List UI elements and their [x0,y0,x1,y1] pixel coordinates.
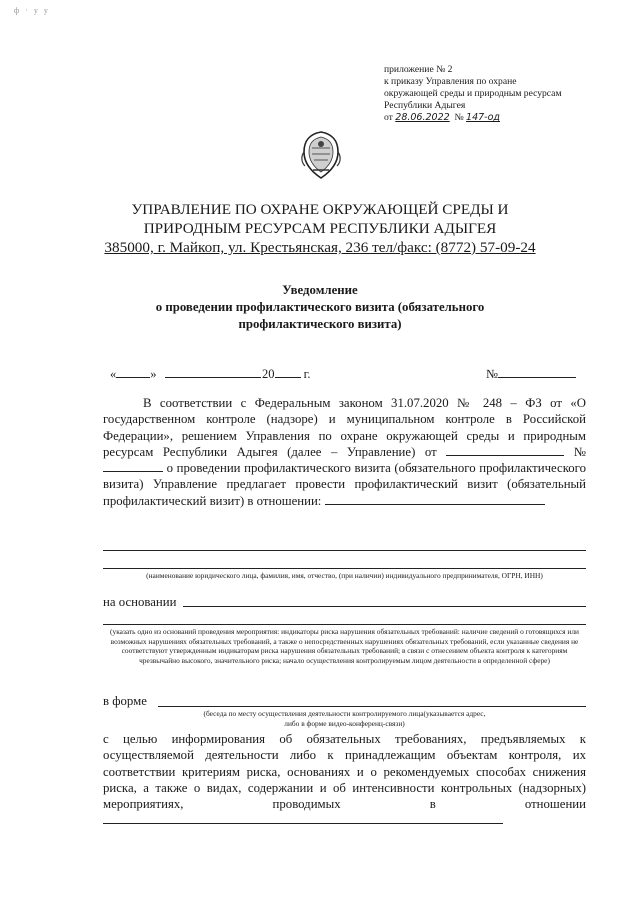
open-quote: « [110,367,117,381]
annex-line: окружающей среды и природным ресурсам [384,88,562,99]
annex-line: к приказу Управления по охране [384,76,517,87]
basis-label: на основании [103,595,177,609]
title-line: о проведении профилактического визита (обязательного [155,300,485,314]
basis-input-line[interactable] [183,606,586,607]
annex-line: приложение № 2 [384,64,453,75]
corner-mark: ф · у у [14,6,50,15]
coat-of-arms-emblem [300,130,342,180]
number-blank[interactable] [498,365,576,378]
form-caption-line: либо в форме видео-конференц-связи) [284,718,405,728]
paragraph-text: В соответствии с Федеральным законом 31.07.2020 № 248 – ФЗ от «О государственном контроле (надзоре) и муниципальном контроле в Российской Федерации», решением Управления по охране окружающей среды и природным ресурсам Республики Адыгея (далее – Управление) от [103,396,586,459]
paragraph-purpose [103,731,586,829]
form-input-line[interactable] [158,706,586,707]
number-sign: № [486,367,498,381]
paragraph-legal-basis [103,395,586,509]
annex-number-value: 147-од [466,112,500,123]
annex-date-value: 28.06.2022 [395,112,450,123]
date-month-field[interactable] [165,365,261,382]
form-caption-line: (беседа по месту осуществления деятельности контролируемого лица(указывается адрес, [203,709,486,718]
basis-caption: (указать одно из оснований проведения мероприятия: индикаторы риска нарушения обязательных требований: наличие сведений о готовящихся или возможных нарушениях обязательных требований, а также о непосредственных нарушениях обязательных требований, если указанные сведения не соответствуют утвержденным индикаторам риска нарушения обязательных требований; в связи с отнесением объекта контроля к категориям чрезвычайно высокого, значительного риска; начало осуществления контролируемым лицом деятельности в определенной сфере) [110,627,579,665]
form-label: в форме [103,694,147,708]
decision-number-sign: № [573,444,587,459]
agency-name-line: ПРИРОДНЫМ РЕСУРСАМ РЕСПУБЛИКИ АДЫГЕЯ [143,220,497,237]
year-prefix: 20 [262,367,275,381]
agency-address: 385000, г. Майкоп, ул. Крестьянская, 236 тел/факс: (8772) 57-09-24 [104,239,536,256]
form-caption [103,709,586,728]
day-blank[interactable] [116,365,150,378]
basis-row [103,594,586,610]
document-title [0,282,640,333]
annex-number-label: № [454,112,464,123]
entity-name-line[interactable] [103,568,586,569]
month-blank[interactable] [165,365,261,378]
entity-name-line[interactable] [103,550,586,551]
notice-number-field[interactable] [486,365,576,382]
title-line: Уведомление [282,283,358,297]
annex-line: Республики Адыгея [384,100,466,111]
decision-date-blank[interactable] [446,444,564,456]
year-suffix: г. [303,367,311,381]
year-blank[interactable] [275,365,301,378]
date-year-field[interactable] [262,365,310,382]
decision-number-blank[interactable] [103,460,163,472]
agency-header [0,200,640,257]
annex-block [384,64,614,124]
date-day-field[interactable] [110,365,157,382]
agency-name-line: УПРАВЛЕНИЕ ПО ОХРАНЕ ОКРУЖАЮЩЕЙ СРЕДЫ И [131,201,509,218]
annex-from-label: от [384,112,393,123]
title-line: профилактического визита) [238,317,402,331]
paragraph-text: с целью информирования об обязательных требованиях, предъявляемых к осуществляемой деятельности либо к принадлежащим объектам контроля, их соответствии критериям риска, основаниях и о рекомендуемых способах снижения риска, а также о видах, содержании и об интенсивности контрольных (надзорных) мероприятиях, проводимых в [103,732,586,812]
annex-order-line [384,112,614,124]
basis-input-line[interactable] [103,624,586,625]
entity-name-caption: (наименование юридического лица, фамилия, имя, отчество, (при наличии) индивидуального предпринимателя, ОГРН, ИНН) [146,571,543,580]
paragraph-text: о проведении профилактического визита (обязательного профилактического визита) Управление предлагает провести профилактический визит (обязательный профилактический визит) в отношении: [103,461,587,508]
entity-name-blank[interactable] [325,493,545,505]
close-quote: » [150,367,157,381]
paragraph-text: отношении [524,797,586,812]
relation-blank[interactable] [103,812,503,824]
